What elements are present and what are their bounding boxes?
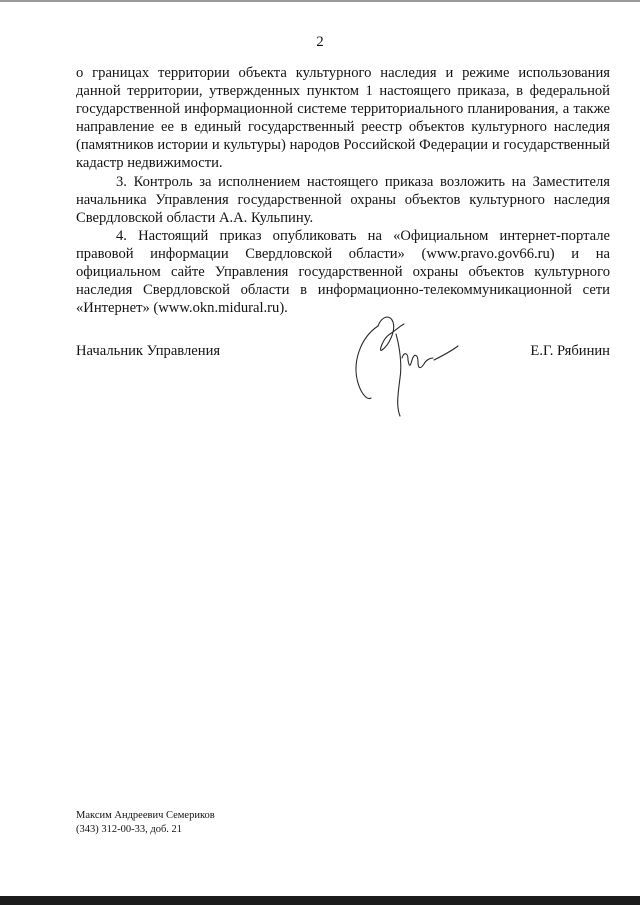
paragraph-item-3: 3. Контроль за исполнением настоящего приказа возложить на Заместителя начальника Управления государственной охраны объектов культурного наследия Свердловской области А.А. Кульпину. xyxy=(76,173,610,226)
executor-info xyxy=(76,809,215,836)
scan-edge-bottom xyxy=(0,896,640,905)
handwritten-signature xyxy=(338,308,468,433)
paragraph-continuation: о границах территории объекта культурного наследия и режиме использования данной территории, утвержденных пунктом 1 настоящего приказа, в федеральной государственной информационной системе территориального планирования, а также направление ее в единый государственный реестр объектов культурного наследия (памятников истории и культуры) народов Российской Федерации и государственный кадастр недвижимости. xyxy=(76,65,610,172)
executor-phone: (343) 312-00-33, доб. 21 xyxy=(76,823,183,835)
paragraph-item-4: 4. Настоящий приказ опубликовать на «Официальном интернет-портале правовой информации Свердловской области» (www.pravo.gov66.ru) и на официальном сайте Управления государственной охраны объектов культурного наследия Свердловской области в информационно-телекоммуникационной сети «Интернет» (www.okn.midural.ru). xyxy=(76,227,610,317)
signatory-position: Начальник Управления xyxy=(76,343,221,359)
document-body xyxy=(76,64,610,317)
scan-edge-top xyxy=(0,0,640,2)
signatory-name: Е.Г. Рябинин xyxy=(530,343,610,359)
signature-block xyxy=(76,340,610,450)
page-number: 2 xyxy=(316,34,324,50)
executor-name: Максим Андреевич Семериков xyxy=(76,810,215,821)
